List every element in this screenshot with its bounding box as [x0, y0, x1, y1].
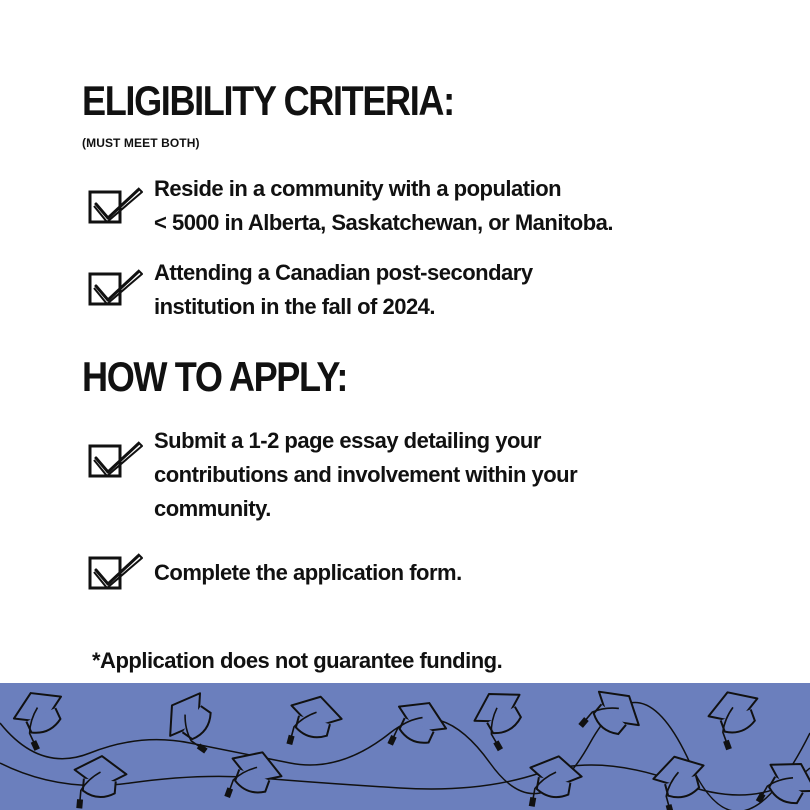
eligibility-item-residence: [86, 172, 786, 242]
funding-disclaimer: *Application does not guarantee funding.: [92, 648, 503, 673]
graduation-cap-icon: [466, 683, 538, 754]
apply-item-text: Submit a 1-2 page essay detailing your contributions and involvement within your community.: [154, 428, 578, 521]
graduation-cap-icon: [383, 692, 453, 763]
decorative-band: [0, 683, 810, 810]
graduation-cap-icon: [703, 683, 770, 752]
how-to-apply-heading: HOW TO APPLY:: [82, 353, 348, 400]
checkbox-check-icon: [86, 438, 148, 482]
eligibility-item-text: Attending a Canadian post-secondary institution in the fall of 2024.: [154, 260, 533, 319]
eligibility-heading: ELIGIBILITY CRITERIA:: [82, 77, 454, 124]
graduation-cap-icon: [7, 683, 77, 753]
graduation-cap-icon: [751, 751, 810, 810]
checkbox-check-icon: [86, 266, 148, 310]
graduation-cap-icon: [71, 754, 128, 810]
apply-item-essay: [86, 424, 786, 528]
eligibility-item-text: Reside in a community with a population < 5000 in Alberta, Saskatchewan, or Manitoba.: [154, 176, 614, 235]
graduation-cap-garland: [0, 683, 810, 810]
checkbox-check-icon: [86, 550, 148, 594]
graduation-cap-icon: [524, 752, 585, 810]
apply-item-form: [86, 556, 786, 596]
graduation-cap-icon: [157, 684, 231, 758]
apply-item-text: Complete the application form.: [154, 560, 462, 585]
graduation-cap-icon: [575, 683, 650, 754]
graduation-cap-icon: [649, 750, 713, 810]
graduation-cap-icon: [282, 690, 346, 756]
checkbox-check-icon: [86, 184, 148, 228]
eligibility-item-enrollment: [86, 256, 786, 326]
eligibility-subtitle: (MUST MEET BOTH): [82, 136, 200, 150]
